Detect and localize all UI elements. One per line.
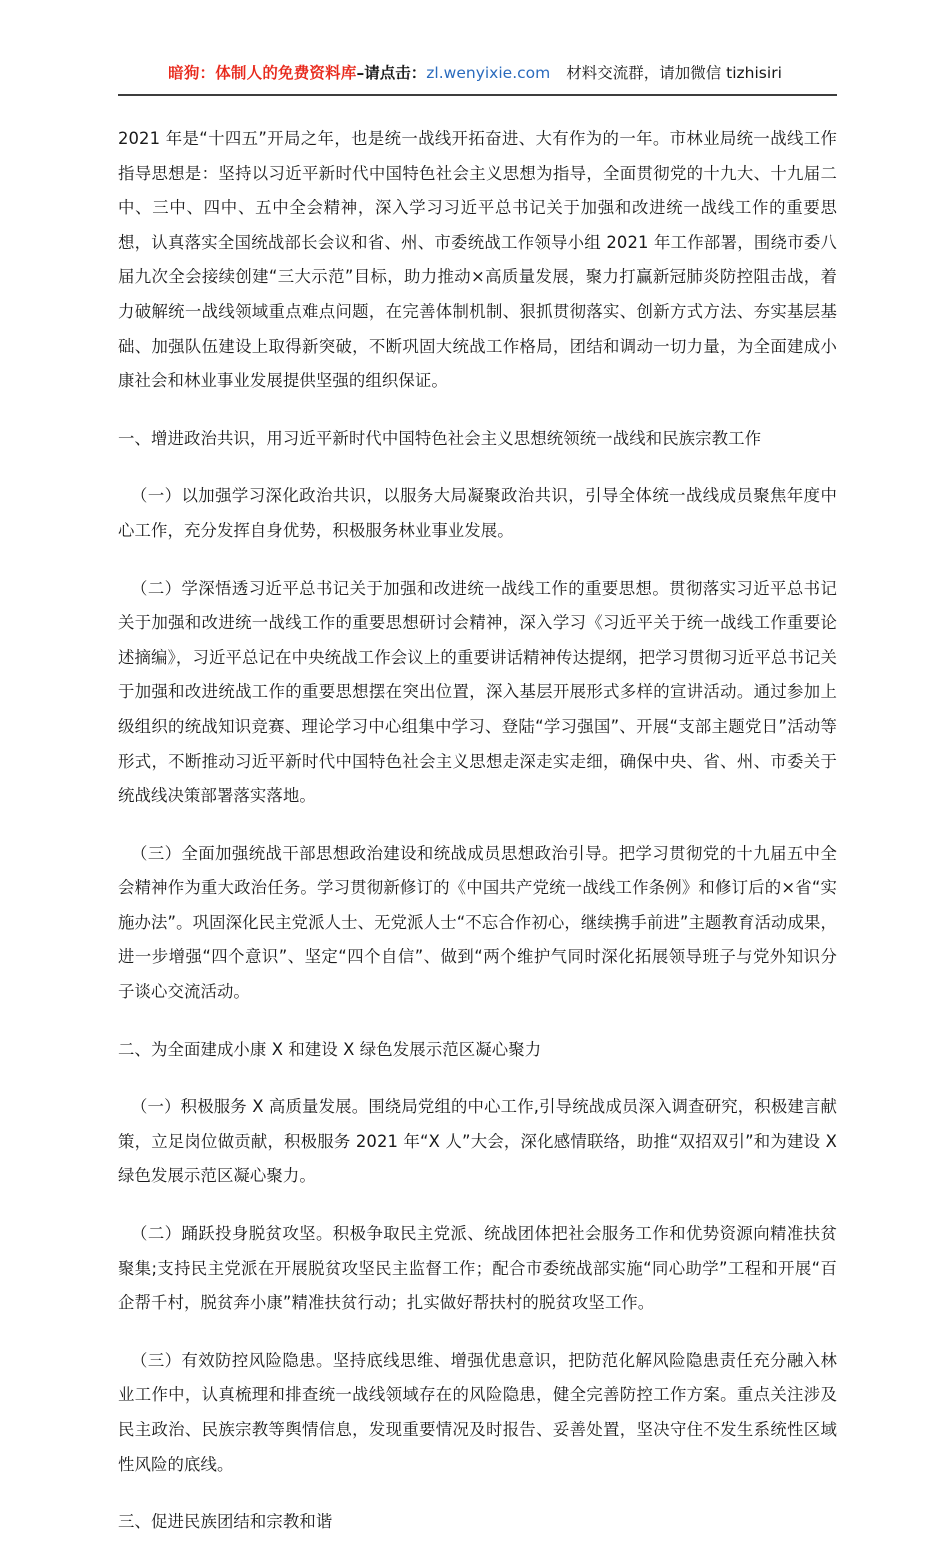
promo-site-link[interactable]: zl.wenyixie.com	[426, 64, 551, 82]
promo-wechat-text: 材料交流群，请加微信 tizhisiri	[566, 64, 782, 82]
header-divider-rule	[118, 94, 837, 96]
paragraph-section-2-item-2: （二）踊跃投身脱贫攻坚。积极争取民主党派、统战团体把社会服务工作和优势资源向精准扶贫聚集;支持民主党派在开展脱贫攻坚民主监督工作；配合市委统战部实施“同心助学”工程和开展“百企帮千村，脱贫奔小康”精准扶贫行动；扎实做好帮扶村的脱贫攻坚工作。	[118, 1224, 837, 1313]
paragraph-section-2-item-3: （三）有效防控风险隐患。坚持底线思维、增强优患意识，把防范化解风险隐患责任充分融入林业工作中，认真梳理和排查统一战线领域存在的风险隐患，健全完善防控工作方案。重点关注涉及民主政治、民族宗教等舆情信息，发现重要情况及时报告、妥善处置，坚决守住不发生系统性区域性风险的底线。	[118, 1350, 837, 1474]
paragraph-section-1-item-2: （二）学深悟透习近平总书记关于加强和改进统一战线工作的重要思想。贯彻落实习近平总书记关于加强和改进统一战线工作的重要思想研讨会精神，深入学习《习近平关于统一战线工作重要论述摘编》，习近平总记在中央统战工作会议上的重要讲话精神传达提纲，把学习贯彻习近平总书记关于加强和改进统战工作的重要思想摆在突出位置，深入基层开展形式多样的宣讲活动。通过参加上级组织的统战知识竞赛、理论学习中心组集中学习、登陆“学习强国”、开展“支部主题党日”活动等形式，不断推动习近平新时代中国特色社会主义思想走深走实走细，确保中央、省、州、市委关于统战线决策部署落实落地。	[118, 578, 837, 806]
document-body	[118, 122, 837, 1563]
heading-section-2: 二、为全面建成小康 X 和建设 X 绿色发展示范区凝心聚力	[118, 1039, 542, 1059]
heading-section-3: 三、促进民族团结和宗教和谐	[118, 1512, 333, 1532]
paragraph-intro: 2021 年是“十四五”开局之年，也是统一战线开拓奋进、大有作为的一年。市林业局统一战线工作指导思想是：坚持以习近平新时代中国特色社会主义思想为指导，全面贯彻党的十九大、十九届二中、三中、四中、五中全会精神，深入学习习近平总书记关于加强和改进统一战线工作的重要思想，认真落实全国统战部长会议和省、州、市委统战工作领导小组 2021 年工作部署，围绕市委八届九次全会接续创建“三大示范”目标，助力推动×高质量发展，聚力打赢新冠肺炎防控阻击战，着力破解统一战线领域重点难点问题，在完善体制机制、狠抓贯彻落实、创新方式方法、夯实基层基础、加强队伍建设上取得新突破，不断巩固大统战工作格局，团结和调动一切力量，为全面建成小康社会和林业事业发展提供坚强的组织保证。	[118, 129, 837, 391]
paragraph-section-1-item-1: （一）以加强学习深化政治共识，以服务大局凝聚政治共识，引导全体统一战线成员聚焦年度中心工作，充分发挥自身优势，积极服务林业事业发展。	[118, 486, 837, 540]
heading-section-1: 一、增进政治共识，用习近平新时代中国特色社会主义思想统领统一战线和民族宗教工作	[118, 428, 762, 448]
promo-brand-text: 暗狗：体制人的免费资料库	[168, 64, 357, 82]
paragraph-section-2-item-1: （一）积极服务 X 高质量发展。围绕局党组的中心工作,引导统战成员深入调查研究，积极建言献策，立足岗位做贡献，积极服务 2021 年“X 人”大会，深化感情联络，助推“双招双引”和为建设 X 绿色发展示范区凝心聚力。	[118, 1097, 837, 1186]
promo-click-prompt: –请点击：	[356, 64, 427, 82]
promo-header-banner	[0, 62, 950, 84]
paragraph-section-1-item-3: （三）全面加强统战干部思想政治建设和统战成员思想政治引导。把学习贯彻党的十九届五中全会精神作为重大政治任务。学习贯彻新修订的《中国共产党统一战线工作条例》和修订后的×省“实施办法”。巩固深化民主党派人士、无党派人士“不忘合作初心，继续携手前进”主题教育活动成果，进一步增强“四个意识”、坚定“四个自信”、做到“两个维护气同时深化拓展领导班子与党外知识分子谈心交流活动。	[118, 843, 837, 1002]
